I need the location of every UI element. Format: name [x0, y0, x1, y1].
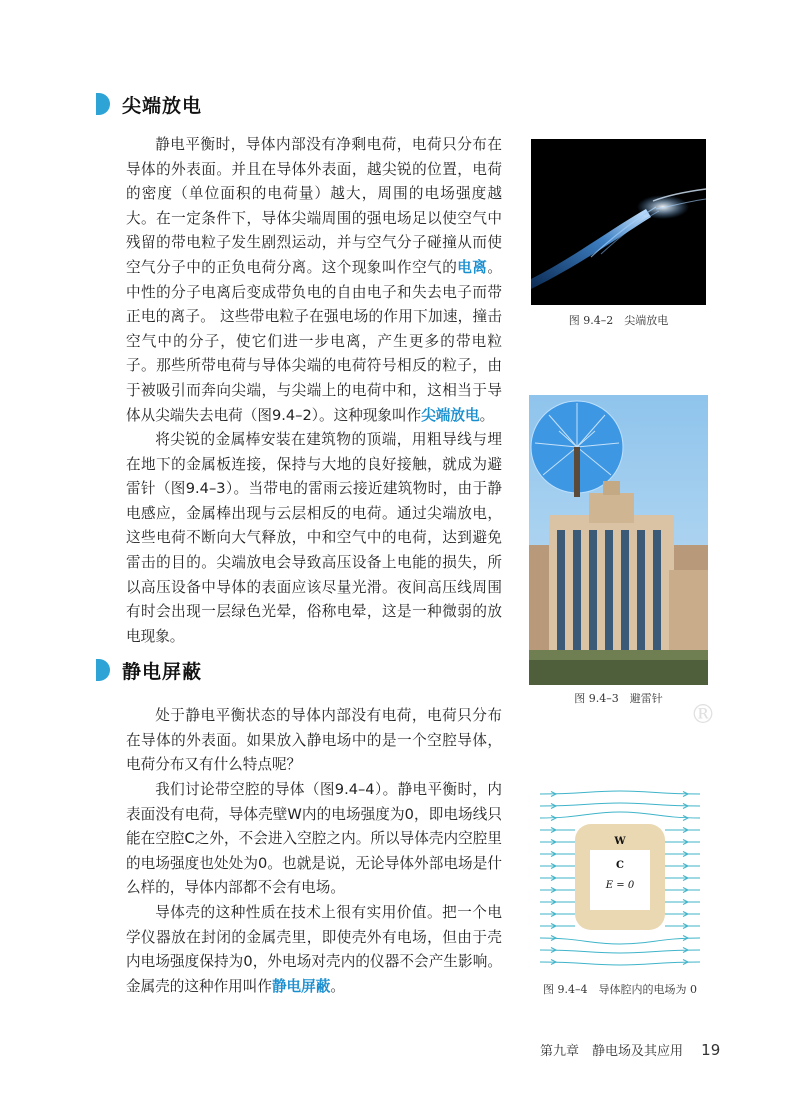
text-run: 我们讨论带空腔的导体（图9.4–4）。静电平衡时，内表面没有电荷，导体壳壁W内的电场强度为0，即电场线只能在空腔C之外，不会进入空腔之内。所以导体壳内空腔里的电场强度也处处为0。也就是说，无论导体外部电场是什么样的，导体内部都不会有电场。 — [126, 781, 502, 897]
chapter-title: 第九章 静电场及其应用 — [540, 1044, 684, 1059]
figure-caption: 图 9.4–4 导体腔内的电场为 0 — [543, 983, 697, 996]
paragraph-4 — [126, 778, 502, 901]
paragraph-3 — [126, 704, 502, 778]
text-run: 静电平衡时，导体内部没有净剩电荷，电荷只分布在导体的外表面。并且在导体外表面，越尖锐的位置，电荷的密度（单位面积的电荷量）越大，周围的电场强度越大。在一定条件下，导体尖端周围的强电场足以使空气中残留的带电粒子发生剧烈运动，并与空气分子碰撞从而使空气分子中的正负电荷分离。这个现象叫作空气的 — [126, 136, 502, 276]
registered-mark: ® — [690, 700, 716, 730]
page-footer — [540, 1040, 720, 1059]
field-line-diagram — [540, 786, 700, 971]
page-number: 19 — [701, 1041, 721, 1059]
key-term: 电离 — [457, 258, 488, 276]
text-run: 。中性的分子电离后变成带负电的自由电子和失去电子而带正电的离子。 这些带电粒子在强电场的作用下加速，撞击空气中的分子，使它们进一步电离，产生更多的带电粒子。那些所带电荷与导体尖端的电荷符号相反的粒子，由于被吸引而奔向尖端，与尖端上的电荷中和，这相当于导体从尖端失去电荷（图9.4–2）。这种现象叫作 — [126, 258, 502, 424]
lightning-rod-photo — [529, 395, 708, 685]
text-run: 导体壳的这种性质在技术上很有实用价值。把一个电学仪器放在封闭的金属壳里，即使壳外有电场，但由于壳内电场强度保持为0，外电场对壳内的仪器不会产生影响。金属壳的这种作用叫作 — [126, 904, 502, 995]
figure-caption: 图 9.4–2 尖端放电 — [568, 314, 669, 327]
section-title: 尖端放电 — [122, 94, 203, 117]
field-line — [540, 812, 700, 818]
label-w: W — [614, 836, 626, 847]
section-heading-electrostatic-shielding — [96, 657, 202, 683]
field-line — [540, 803, 700, 806]
field-line — [540, 962, 700, 965]
label-e-zero: E = 0 — [605, 880, 635, 891]
key-term: 尖端放电 — [421, 406, 480, 424]
figure-caption: 图 9.4–3 避雷针 — [574, 692, 663, 705]
section-marker-icon — [96, 659, 110, 681]
section-marker-icon — [96, 93, 110, 115]
paragraph-1 — [126, 133, 502, 428]
field-line — [540, 791, 700, 794]
conductor-cavity-diagram — [540, 786, 700, 971]
field-line — [540, 950, 700, 953]
point-discharge-photo — [531, 139, 706, 305]
field-line — [540, 938, 700, 944]
paragraph-5 — [126, 901, 502, 999]
text-run: 。 — [330, 977, 345, 995]
paragraph-2 — [126, 428, 502, 649]
section-title: 静电屏蔽 — [122, 660, 203, 683]
label-c: C — [616, 860, 624, 871]
text-run: 将尖锐的金属棒安装在建筑物的顶端，用粗导线与埋在地下的金属板连接，保持与大地的良好接触，就成为避雷针（图9.4–3）。当带电的雷雨云接近建筑物时，由于静电感应，金属棒出现与云层相反的电荷。通过尖端放电，这些电荷不断向大气释放，中和空气中的电荷，达到避免雷击的目的。尖端放电会导致高压设备上电能的损失，所以高压设备中导体的表面应该尽量光滑。夜间高压线周围有时会出现一层绿色光晕，俗称电晕，这是一种微弱的放电现象。 — [126, 431, 502, 645]
section-heading-point-discharge — [96, 91, 202, 117]
text-run: 处于静电平衡状态的导体内部没有电荷，电荷只分布在导体的外表面。如果放入静电场中的是一个空腔导体，电荷分布又有什么特点呢？ — [126, 707, 502, 774]
key-term: 静电屏蔽 — [271, 977, 331, 995]
text-run: 。 — [479, 406, 495, 424]
